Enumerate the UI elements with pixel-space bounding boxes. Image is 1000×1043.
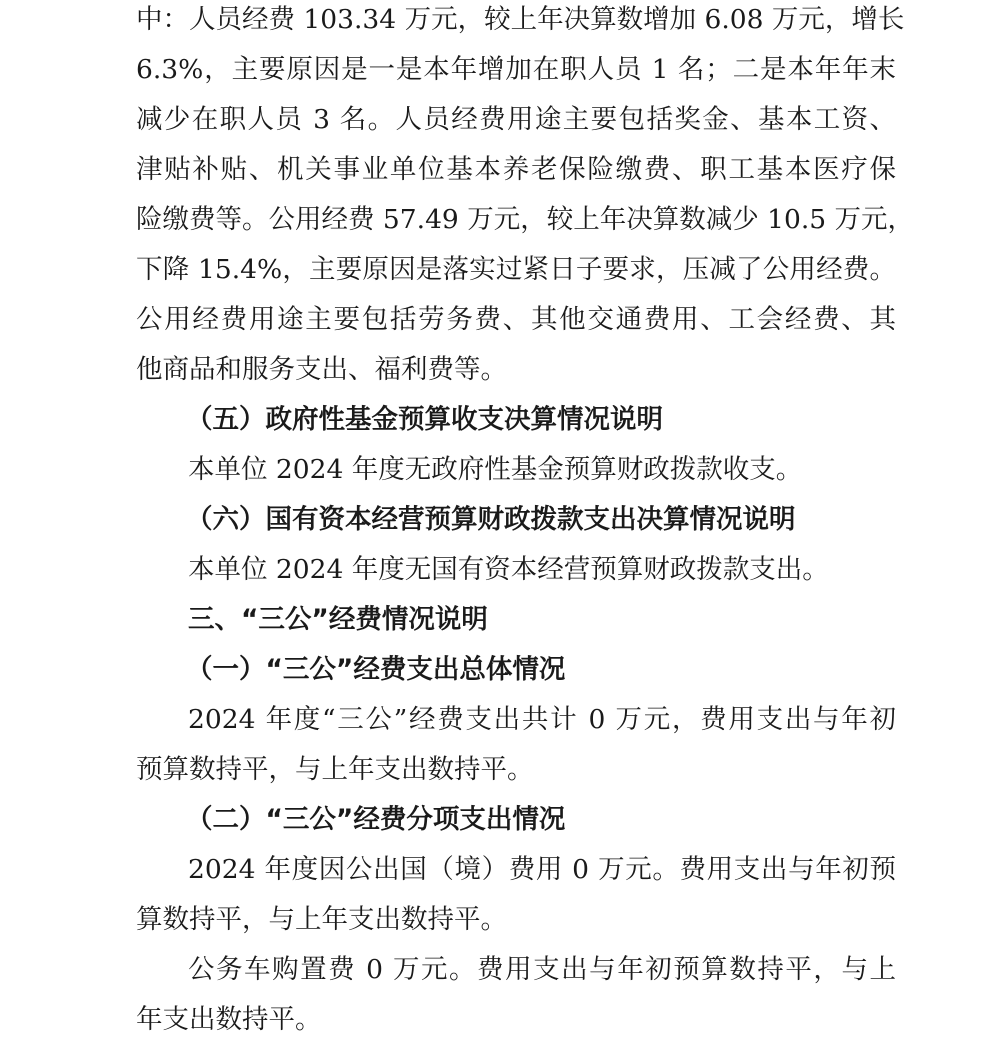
paragraph-line: 他商品和服务支出、福利费等。 [136, 354, 507, 385]
paragraph-line: 2024 年度“三公”经费支出共计 0 万元，费用支出与年初 [188, 704, 896, 735]
paragraph-line: 年支出数持平。 [136, 1004, 322, 1035]
paragraph-line: 险缴费等。公用经费 57.49 万元，较上年决算数减少 10.5 万元， [136, 204, 915, 235]
paragraph-line: 预算数持平，与上年支出数持平。 [136, 754, 534, 785]
section-heading: （六）国有资本经营预算财政拨款支出决算情况说明 [186, 504, 796, 535]
part-heading: 三、“三公”经费情况说明 [188, 604, 488, 635]
section-body: 本单位 2024 年度无国有资本经营预算财政拨款支出。 [188, 554, 829, 585]
paragraph-line: 公务车购置费 0 万元。费用支出与年初预算数持平，与上 [188, 954, 896, 985]
paragraph-line: 6.3%，主要原因是一是本年增加在职人员 1 名；二是本年年末 [136, 54, 896, 85]
paragraph-line: 中：人员经费 103.34 万元，较上年决算数增加 6.08 万元，增长 [136, 4, 905, 35]
section-body: 本单位 2024 年度无政府性基金预算财政拨款收支。 [188, 454, 803, 485]
subsection-heading: （二）“三公”经费分项支出情况 [186, 804, 566, 835]
paragraph-line: 下降 15.4%，主要原因是落实过紧日子要求，压减了公用经费。 [136, 254, 896, 285]
paragraph-line: 减少在职人员 3 名。人员经费用途主要包括奖金、基本工资、 [136, 104, 896, 135]
subsection-heading: （一）“三公”经费支出总体情况 [186, 654, 566, 685]
paragraph-line: 公用经费用途主要包括劳务费、其他交通费用、工会经费、其 [136, 304, 896, 335]
section-heading: （五）政府性基金预算收支决算情况说明 [186, 404, 663, 435]
paragraph-line: 算数持平，与上年支出数持平。 [136, 904, 507, 935]
paragraph-line: 津贴补贴、机关事业单位基本养老保险缴费、职工基本医疗保 [136, 154, 896, 185]
paragraph-line: 2024 年度因公出国（境）费用 0 万元。费用支出与年初预 [188, 854, 896, 885]
